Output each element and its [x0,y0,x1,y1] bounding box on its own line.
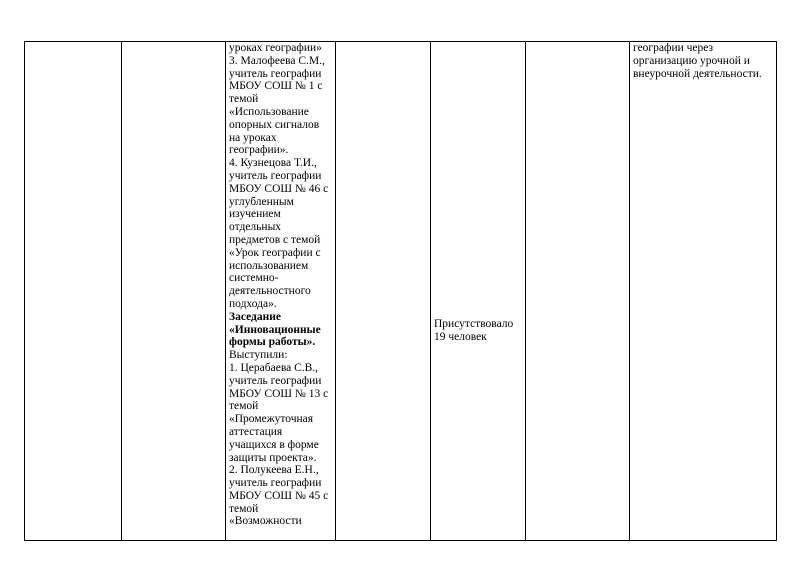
speakers-text-line: защиты проекта». [229,451,317,464]
results-line-2: организацию урочной и [633,54,750,67]
speakers-text-line: системно- [229,272,279,285]
speakers-text-line: МБОУ СОШ № 45 с [229,489,329,502]
speakers-text-line: аттестация [229,425,283,438]
table-cell-col4 [336,42,431,541]
speakers-text-line: МБОУ СОШ № 1 с [229,80,323,93]
speakers-text-line: «Возможности [229,515,302,528]
speakers-text-line: темой [229,502,259,515]
speakers-text-line: «Инновационные [229,323,321,336]
speakers-text-line: МБОУ СОШ № 46 с [229,182,329,195]
attendance-text [434,318,513,344]
speakers-text-line: учитель географии [229,67,322,80]
table-cell-col6 [526,42,630,541]
speakers-text-line: углубленным [229,195,294,208]
speakers-text-line: изучением [229,208,281,221]
speakers-text-line: подхода». [229,297,277,310]
speakers-text-line: учащихся в форме [229,438,319,451]
speakers-text-line: опорных сигналов [229,118,320,131]
speakers-text-line: темой [229,400,259,413]
attendance-count: 19 человек [434,330,487,343]
speakers-text-line: использованием [229,259,309,272]
speakers-text-line: на уроках [229,131,277,144]
speakers-text-line: «Промежуточная [229,413,314,426]
speakers-text-line: формы работы». [229,336,316,349]
speakers-text-line: Выступили: [229,349,288,362]
table-cell-speakers [226,42,336,541]
speakers-text-line: «Использование [229,105,309,118]
results-line-1: географии через [633,42,714,54]
speakers-text-line: учитель географии [229,374,322,387]
table-cell-col1 [25,42,122,541]
table-cell-col2 [122,42,226,541]
speakers-text-line: учитель географии [229,169,322,182]
speakers-text-line: предметов с темой [229,233,321,246]
speakers-text-line: 1. Церабаева С.В., [229,361,319,374]
speakers-text-line: «Урок географии с [229,246,321,259]
speakers-text-line: МБОУ СОШ № 13 с [229,387,329,400]
speakers-text [229,42,332,528]
plan-table [24,41,777,541]
speakers-text-line: отдельных [229,221,282,234]
speakers-text-line: деятельностного [229,285,311,298]
speakers-text-line: уроках географии» [229,42,322,54]
speakers-text-line: географии». [229,144,289,157]
speakers-text-line: 2. Полукеева Е.Н., [229,464,319,477]
speakers-text-line: Заседание [229,310,281,323]
table-cell-attendance [431,42,526,541]
speakers-text-line: темой [229,93,259,106]
speakers-text-line: учитель географии [229,477,322,490]
results-line-3: внеурочной деятельности. [633,67,762,80]
table-cell-results [630,42,777,541]
table-row [25,42,777,541]
speakers-text-line: 4. Кузнецова Т.И., [229,157,317,170]
attendance-line: Присутствовало [434,318,514,330]
speakers-text-line: 3. Малофеева С.М., [229,54,325,67]
